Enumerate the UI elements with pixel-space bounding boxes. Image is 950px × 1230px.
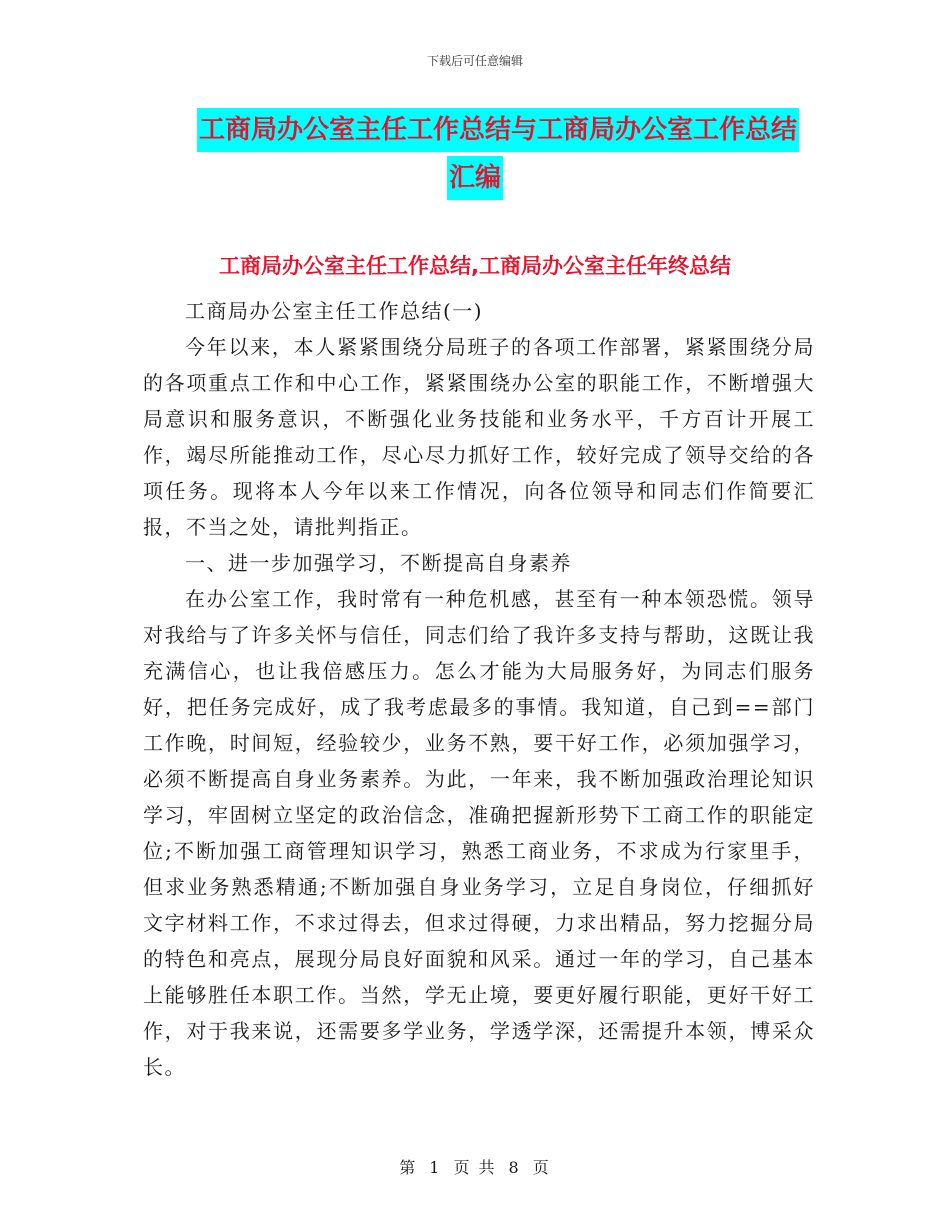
- document-body: [143, 293, 815, 1085]
- paragraph-study: 在办公室工作，我时常有一种危机感，甚至有一种本领恐慌。领导对我给与了许多关怀与信任，同志们给了我许多支持与帮助，这既让我充满信心，也让我倍感压力。怎么才能为大局服务好，为同志们服务好，把任务完成好，成了我考虑最多的事情。我知道，自己到==部门工作晚，时间短，经验较少，业务不熟，要干好工作，必须加强学习，必须不断提高自身业务素养。为此，一年来，我不断加强政治理论知识学习，牢固树立坚定的政治信念，准确把握新形势下工商工作的职能定位;不断加强工商管理知识学习，熟悉工商业务，不求成为行家里手，但求业务熟悉精通;不断加强自身业务学习，立足自身岗位，仔细抓好文字材料工作，不求过得去，但求过得硬，力求出精品，努力挖掘分局的特色和亮点，展现分局良好面貌和风采。通过一年的学习，自己基本上能够胜任本职工作。当然，学无止境，要更好履行职能，更好干好工作，对于我来说，还需要多学业务，学透学深，还需提升本领，博采众长。: [143, 587, 815, 1079]
- heading-one: 一、进一步加强学习，不断提高自身素养: [185, 551, 572, 575]
- footer-total-pages: 8: [508, 1158, 521, 1177]
- title-line-2: 汇编: [447, 156, 503, 200]
- document-title: [0, 108, 950, 204]
- subtitle: 工商局办公室主任工作总结,工商局办公室主任年终总结: [219, 254, 731, 278]
- footer-prefix: 第: [399, 1158, 418, 1177]
- footer-middle: 页 共: [453, 1158, 497, 1177]
- header-note: 下载后可任意编辑: [426, 54, 523, 68]
- footer-suffix: 页: [532, 1158, 551, 1177]
- page-footer: [0, 1155, 950, 1178]
- section-title: 工商局办公室主任工作总结(一): [185, 299, 484, 323]
- title-line-1: 工商局办公室主任工作总结与工商局办公室工作总结: [197, 108, 799, 152]
- footer-page-number: 1: [429, 1158, 442, 1177]
- paragraph-intro: 今年以来，本人紧紧围绕分局班子的各项工作部署，紧紧围绕分局的各项重点工作和中心工作，紧紧围绕办公室的职能工作，不断增强大局意识和服务意识，不断强化业务技能和业务水平，千方百计开展工作，竭尽所能推动工作，尽心尽力抓好工作，较好完成了领导交给的各项任务。现将本人今年以来工作情况，向各位领导和同志们作简要汇报，不当之处，请批判指正。: [143, 335, 815, 539]
